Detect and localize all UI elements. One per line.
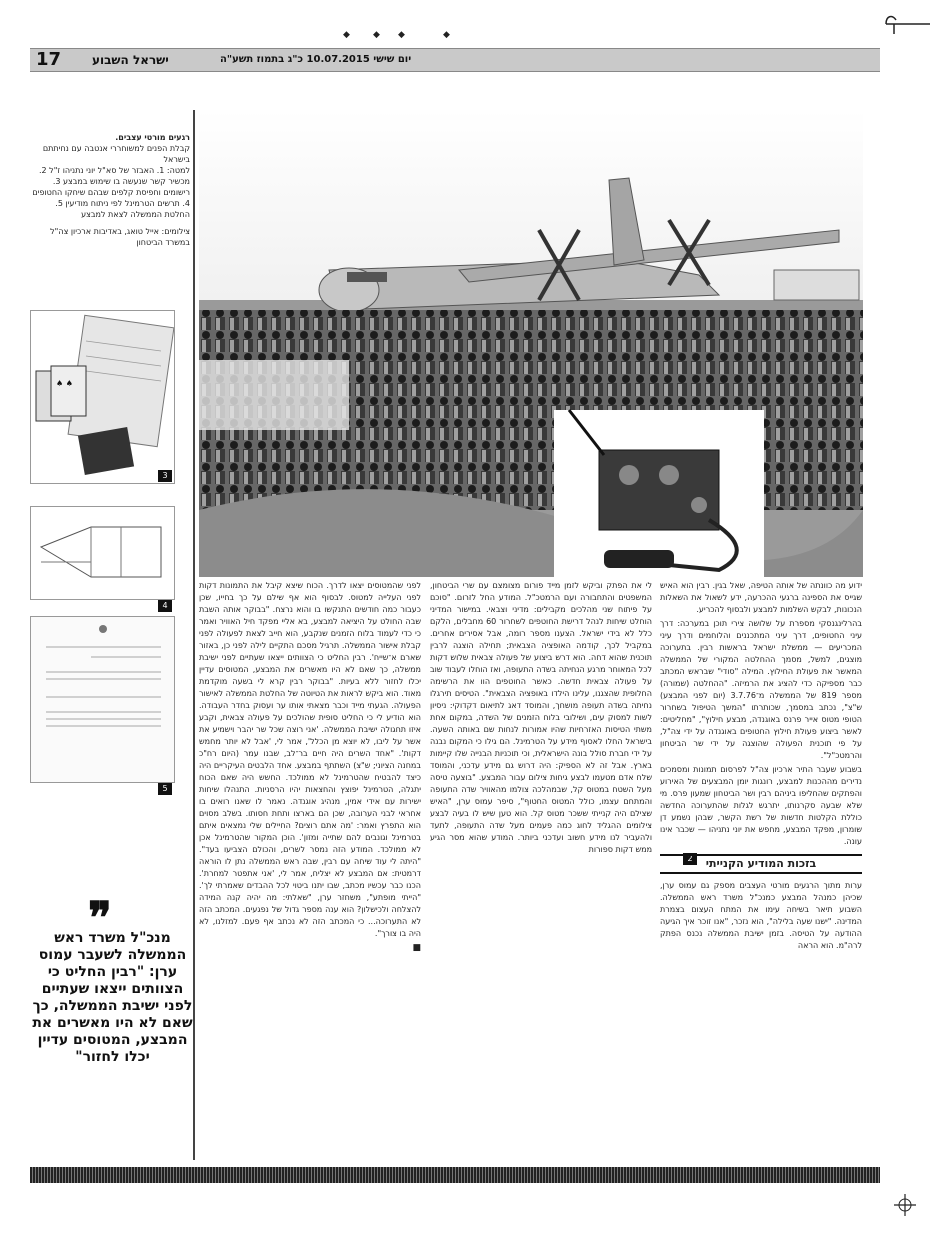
paragraph: ידוע מה כוונתה של אותה הטיפה, שאל בגין. רבין הוא האיש שגייס את הספינה ברגעי ההכרעה, ידע לשאול את השאלות הנכונות, לבקש השלמות למבצע ולבסוף להכריע.	[660, 581, 862, 614]
page-header	[30, 48, 880, 72]
registration-mark: ◆	[443, 30, 450, 40]
subheading: בזכות המודיע הקנייתי	[660, 854, 862, 874]
thumb-number-badge: 3	[158, 470, 172, 482]
svg-text:♠ ♠: ♠ ♠	[56, 379, 73, 388]
article-column-right	[660, 580, 862, 1158]
page-number: 17	[36, 49, 62, 70]
end-mark: ■	[412, 943, 421, 953]
paragraph: בהרלינגנסקי מספרת על שלושה צירי תוכן במערכה: דרך עיני החטופים, דרך עיני המתכננים והלוחמים ודרך עיני המכריעים — ממשלת ישראל בראשות רבין. בתערוכה מוצגים, למשל, מסמך ההחלטה המקורי של הממשלה המאשר את פעולת החילוץ. המילה "סודי" שבראש המכתב כבר מספיקה כדי להציג את הרמיזה. "ההחלטה (שמורה) מספר 819 של הממשלה מ־3.7.76 (יום לפני המבצע) ש"צ", נכתב במסמך, שכותרתו "המשך הטיפול בשחרור הטופי מטוס אייר פרנס באוגנדה, מבצע חילוץ", "מחליטים: לאשר ביצוע פעולת חילוץ החטופים באוגנדה על ידי צה"ל, על פי תוכנית הפעולה שהוצגה על ידי שר הביטחון והרמטכ"ל".	[660, 619, 862, 760]
government-document-thumbnail	[30, 616, 175, 783]
thumb-number-badge: 5	[158, 783, 172, 795]
footer-bar	[30, 1167, 880, 1183]
paragraph: לפני שהמטוסים יצאו לדרך. הכוח שיצא קיבל את התמונות דקות לפני העלייה למטוס. לבסוף הוא אף שילם על כך בחייו, שכן כעבור כמה חודשים התנקשו בו והוא נרצח. "בבוקר אותה השבת שבה החולט על היציאה למבצע, בא אליי מפקד חיל האוויר ואמר כי כדי לעמוד בלוח הזמנים שנקבע, הוא חייב לצאת לפעולה לפני קבלת אישור הממשלה. תרגיל מסכם התקיים לילה לפני כן, באזור שארם א־שייח'. רבין החליט כי הצוותים ייצאו שעתיים לפני ישיבת ממשלה, כך שאם לא היו מאשרים את המבצע, המטוסים עדיין יכלו לחזור ללא בעיות. "בבוקר רבין קרא לי בשעה מוקדמת מאוד. הוא ביקש לראות את הטיוטה של החלטת הממשלה לאישור הפעולה. הגעתי מייד וכבר מצאתי אותו ער ועסוק בחדר העבודה. הוא הודיע לי כי החליט סופית שהולכים על פעולה צבאית, וקבע איזו תחגולה ישיבת הממשלה. 'אני רוצה שכל שר יהבר וישמיע את אשר על ליבו, לא יוצא מן הכלל', אמר לי, 'אבל לא יותר מחמש דקות'. "אחד השרים היה חיים בר־לב, שבנו עמר (היום רח"כ במחנה הציוני; ש"צ) השתתף במבצע. אחד הלבטים העיקריים היה כיצד להבטיח שהטרמינל לא ממולכד. החשש היה שאם הכוח יתגלה, הטרמינל יפוצץ והחצאות יהיו הרסניות. התנהלו שיחות ישירות עם אידי אמין, מנהיג אוגנדה. נאמר לו שאנו רואים בו אחראי לבני הערובה, שכן הם בארצו ותחת חסותו. בשלב מסוים הוא התפרץ ואמר: 'מה אתם רוצים? החיילים שלי נמצאים איתם בטרמינל וגונבים להם שתייה ומזון'. הוכן המקור שהטרמינל אכן לא ממולכד. המודע הזה נמסר לשרים, והכולם הצביעו בעד". "היתה לי עוד שיחה עם רבין, שבה ראש הממשלה נתן לו הוראה דרמטית: אם המבצע לא יצליח, אמר לי, 'אני אתפטר למחרת'. הכנו כבר עכשיו מכתב, שבו יתנו ביטוי לכל ההבדים שאמרתי לך'. "הייתי מופתע", משחזר ערן, "שאלתי: מה יהיה קנה המידה להצלחה ולכישלון? הוא ענה מספר גדול של נפגעים. המכתב הזה לא התערוכה... כי המכתב הזה לא נכתב אף פעם. למזלנו, לא היה בו צורך".	[199, 581, 421, 938]
registration-mark: ◆	[373, 30, 380, 40]
paragraph: ערות מתוך הרגעים מורטי העצבים מספק גם עמוס ערן, שכיהן כמנהל המבצע כמנכ"ל משרד ראש הממשלה. השבוע תיאר בשיחה עימו את המתח העצום בצמרת המדינה. "ישנו שעה בלילה", הוא נזכר, "אנו זוכר איך הגיעה ההודעה על הטיסה. בזמן ישיבת הממשלה נכנס הפתק לרה"מ. הוא הראה	[660, 881, 862, 950]
terminal-diagram-thumbnail	[30, 506, 175, 600]
caption-list: למטה: 1. האבזר של סא"ל יוני נתניהו ז"ל 2. מכשיר קשר שנעשה בו שימוש במבצע 3. רישומים וחפיסת קלפים שבהם שיחקו החטופים 4. תרשים הטרמינל לפי ניתוח מודיעין 5. החלטת הממשלה לצאת למבצע	[32, 166, 190, 219]
thumb-number-badge: 4	[158, 600, 172, 612]
section-title: ישראל השבוע	[92, 53, 169, 67]
pull-quote: מנכ"ל משרד ראש הממשלה לשעבר עמוס ערן: "רבין החליט כי הצוותים ייצאו שעתיים לפני ישיבת הממשלה, כך שאם לא היו מאשרים את המבצע, המטוסים עדיין יכלו לחזור"	[32, 930, 193, 1065]
date-line: יום שישי 10.07.2015 כ"ג בתמוז תשע"ה	[220, 54, 412, 65]
paragraph: בשבוע שעבר התיר ארכיון צה"ל לפרסום תמונות ומסמכים נדירים מההכנות למבצע, רונגות יומן המבצעים של האירוע והפתקים שהחליפו ביניהם רבין ושר הביטחון שמעון פרס. מי שלא שבעה סקרנותו, יתרגש לגלות שהתערוכה החדשה כוללת הקלטות חדשות של רשת הקשר, שבהן נשמע דן שומרון, מפקד המבצע, מחפש את יוני נתניהו — שכבר אינו עונה.	[660, 765, 862, 846]
main-photo	[199, 110, 863, 577]
caption-title: רגעים מורטי עצבים.	[115, 133, 190, 142]
cards-thumbnail	[30, 310, 175, 484]
crop-mark-icon	[884, 10, 934, 34]
quote-mark-icon: ❞	[88, 893, 112, 944]
caption-body: קבלת הפנים למשוחררי אנטבה עם נחיתתם בישראל	[42, 144, 190, 164]
article-column-left	[199, 580, 421, 1158]
paragraph: לי את הפתק וביקש לזמן מייד פורום מצומצם עם שרי הביטחון, המשפטים והתחבורה ועם הרמטכ"ל. המודע החל לזרום. "סוכם על פיתוח שני מהלכים מקבילים: מדיני וצבאי. במישור המדיני הוחלט שיחות לנהל דרישת החוטפים לשחרור 60 מחבלים, הלקם כלל לא בידי ישראל. הצענו מספר רומה, אבל אסירים אחרים. במקביל לכך, קודמה האופציה הצבאית; תחילה הוצגה לרבין תוכנית שהוא דחה. הוא דרש ביצוע של פעולה צבאית שלוש דקות לכל המאוחר מרגע הנחיתה בשדה התעופה, ואז הוחלו לעבוד שוב על פעולה צבאית חדשה. כאשר החוטפים הוו את הרשימה החלופית שהצגנו, עלינו הילדו באופציה הצבאית". הטיסים תירגלו נחיתה בשדה תעופה מושחך, והמוסד דאג לתיאום דקדוקי: ניסיון לשות למסוק עים, ושילובי בלוח הזמנים של השדה, במקום אחת משתי הטיסות האזרחיות שהיו אמורות לנחות שם באותה השעה. בישראל החלו לאסוף מידע על הטרמינל. הם גילו כי המקום נבנה על ידי חברת סולל בונה הישראלית, וכי תוכניות הבנייה שלו קיימות בארץ. אבל זה לא הספיק: היה דרוש גם מידע עדכני, והמוסד שלח אדם מטעמו לבצע גיחות צילום עבור המבצע. "בוצעה טיסה מעל השטח במטוס קל, שבמהלכה צולמו מהאוויר שדה התעופה והמתחם עצמו, כולל המטוס החטוף", סיפר עמוס ערן, "האיש שצילם היה קנייתי ששכר מטוס קל. הוא טען שיש לו בעיה לבצע צילומים ההגליד לחוג כמה פעמים מעל שדה התעופה, לתעד ולהעביר לנו מידע חשוב ועדכני ביותר. המודע שהוא מסר הגיע ממש דקות ספורות	[430, 581, 652, 854]
registration-mark: ◆	[343, 30, 350, 40]
sidebar-caption	[30, 132, 190, 248]
photo-credit: צילומים: אייל טואג, באדיבות ארכיון צה"ל במשרד הביטחון	[50, 227, 190, 247]
photo-number-badge: 2	[683, 853, 697, 865]
crop-mark-icon	[890, 1190, 920, 1220]
article-column-middle	[430, 580, 652, 1158]
registration-mark: ◆	[398, 30, 405, 40]
